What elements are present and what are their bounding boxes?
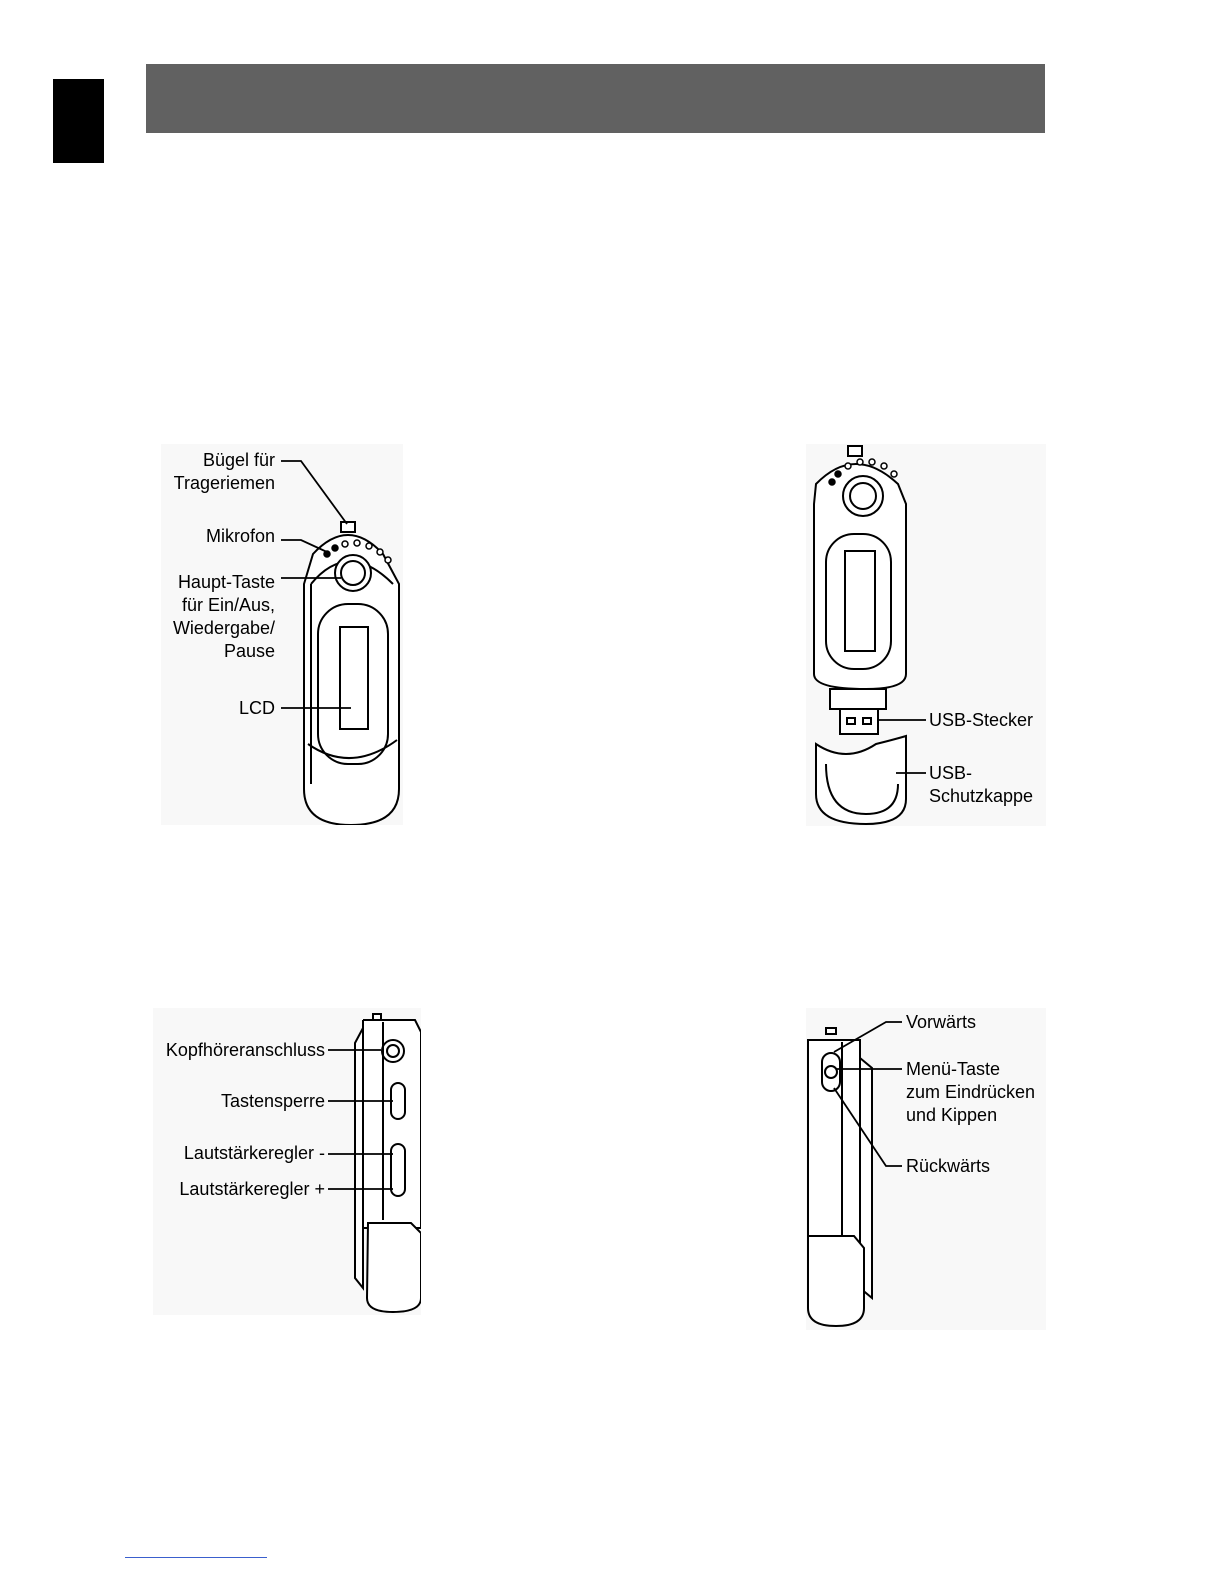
label-usb-cap: [929, 762, 1033, 808]
label-backward: Rückwärts: [906, 1156, 991, 1176]
label-usb-plug: USB-Stecker: [929, 710, 1034, 730]
label-main-button-line-4: Pause: [223, 641, 275, 661]
label-menu-button-line-1: Menü-Taste: [906, 1059, 1001, 1079]
usb-view-figure: [806, 444, 1046, 826]
label-usb-cap-line-1: USB-: [929, 763, 973, 783]
left-side-view-figure: [153, 1008, 421, 1315]
label-main-button-line-2: für Ein/Aus,: [181, 595, 275, 615]
label-key-lock: Tastensperre: [220, 1091, 325, 1111]
label-usb-cap-line-2: Schutzkappe: [929, 786, 1034, 806]
label-strap-line-2: Trageriemen: [173, 473, 275, 493]
label-headphone-jack: Kopfhöreranschluss: [165, 1040, 325, 1060]
section-tab-marker: [53, 79, 104, 163]
label-menu-button-line-2: zum Eindrücken: [906, 1082, 1036, 1102]
label-main-button-line-1: Haupt-Taste: [177, 572, 275, 592]
right-side-view-figure: [806, 1008, 1046, 1330]
label-volume-minus: Lautstärkeregler -: [183, 1143, 325, 1163]
section-header-bar: [146, 64, 1045, 133]
label-strap: [174, 449, 275, 495]
label-forward: Vorwärts: [906, 1012, 977, 1032]
label-menu-button-line-3: und Kippen: [906, 1105, 998, 1125]
label-main-button: [173, 571, 275, 663]
label-lcd: LCD: [238, 698, 275, 718]
label-menu-button: [906, 1058, 1035, 1127]
label-strap-line-1: Bügel für: [202, 450, 275, 470]
label-volume-plus: Lautstärkeregler +: [179, 1179, 325, 1199]
label-mic: Mikrofon: [205, 526, 275, 546]
label-main-button-line-3: Wiedergabe/: [172, 618, 275, 638]
footer-rule: [125, 1557, 267, 1558]
front-view-figure: [161, 444, 403, 825]
